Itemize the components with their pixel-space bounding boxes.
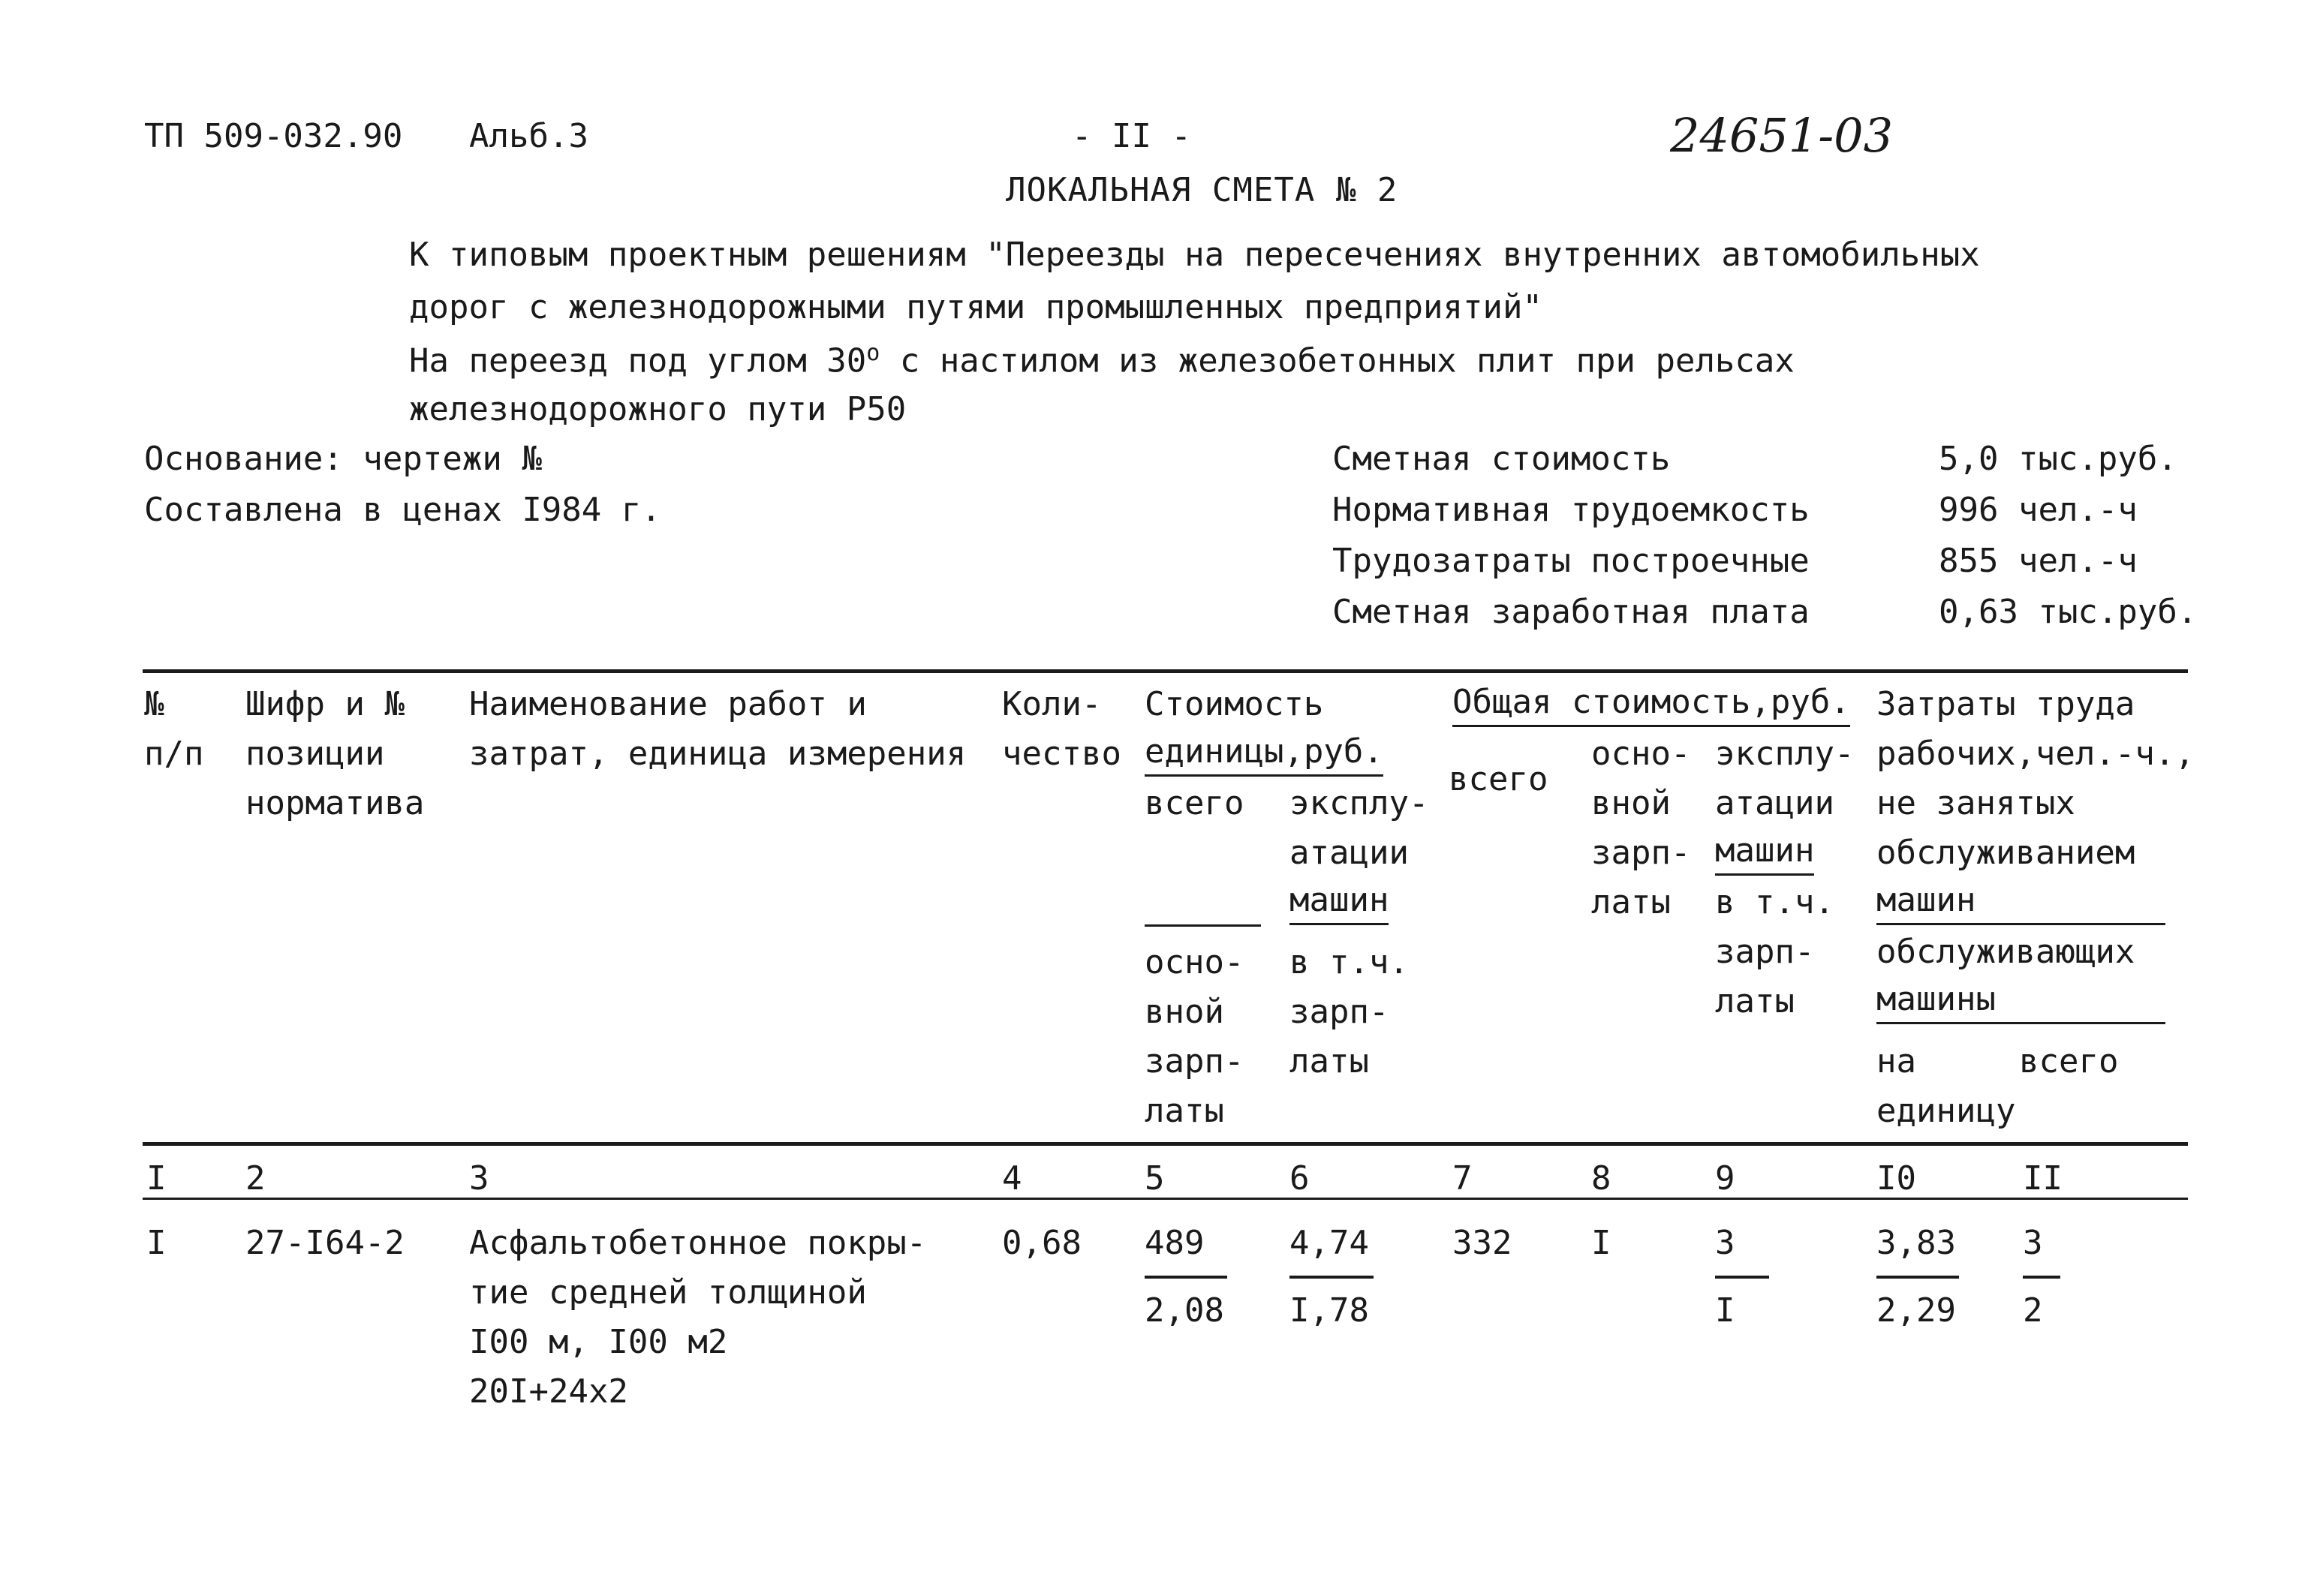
- summary-value: 0,63 тыс.руб.: [1939, 593, 2198, 631]
- header-labor: рабочих,чел.-ч.,: [1876, 735, 2195, 773]
- header-total-wage: латы: [1591, 883, 1671, 921]
- page-number: - II -: [1072, 117, 1191, 155]
- header-unit-machines: машин: [1289, 878, 1389, 925]
- row-total: 332: [1452, 1224, 1512, 1262]
- basis-label: Основание: чертежи №: [144, 440, 542, 478]
- description-line-3-end: с настилом из железобетонных плит при рельсах: [880, 341, 1795, 380]
- column-number: I0: [1876, 1159, 1916, 1198]
- description-line-2: дорог с железнодорожными путями промышленных предприятий": [409, 288, 1542, 326]
- header-total-cost: Общая стоимость,руб.: [1452, 680, 1850, 727]
- summary-value: 855 чел.-ч: [1939, 542, 2138, 580]
- header-number: №: [144, 685, 164, 723]
- header-labor: машин: [1876, 881, 1976, 919]
- row-unit-wage: 2,08: [1145, 1291, 1224, 1330]
- row-labor-total-serving: 2: [2023, 1291, 2043, 1330]
- summary-label: Сметная стоимость: [1332, 440, 1671, 478]
- header-unit-machines: атации: [1289, 834, 1409, 872]
- header-divider: [1876, 1022, 2165, 1024]
- row-labor-total: 3: [2023, 1224, 2043, 1262]
- fraction-bar: [1145, 1276, 1227, 1279]
- description-line-4: железнодорожного пути Р50: [409, 390, 907, 428]
- row-name: Асфальтобетонное покры-: [469, 1224, 927, 1262]
- column-number: 7: [1452, 1159, 1473, 1198]
- summary-label: Сметная заработная плата: [1332, 593, 1810, 631]
- summary-value: 5,0 тыс.руб.: [1939, 440, 2177, 478]
- header-divider: [1145, 924, 1261, 927]
- column-number: 8: [1591, 1159, 1611, 1198]
- row-unit-machine-wage: I,78: [1289, 1291, 1369, 1330]
- header-unit-wage: латы: [1145, 1092, 1224, 1130]
- fraction-bar: [1289, 1276, 1374, 1279]
- row-name: I00 м, I00 м2: [469, 1323, 728, 1361]
- row-name: тие средней толщиной: [469, 1273, 867, 1312]
- header-total: всего: [1449, 760, 1548, 798]
- row-quantity: 0,68: [1002, 1224, 1082, 1262]
- header-name: затрат, единица измерения: [469, 735, 967, 773]
- header-total-machines: латы: [1715, 982, 1795, 1020]
- table-top-rule: [143, 669, 2188, 673]
- fraction-bar: [1715, 1276, 1769, 1279]
- header-total-wage: вной: [1591, 784, 1671, 822]
- header-labor-unit: на: [1876, 1042, 1916, 1081]
- summary-value: 996 чел.-ч: [1939, 491, 2138, 529]
- column-number: 3: [469, 1159, 489, 1198]
- column-number: 6: [1289, 1159, 1310, 1198]
- header-code: Шифр и №: [245, 685, 405, 723]
- header-total-machines: в т.ч.: [1715, 883, 1834, 921]
- header-unit-total: всего: [1145, 784, 1244, 822]
- header-total-machines: машин: [1715, 828, 1814, 876]
- header-total-wage: зарп-: [1591, 834, 1691, 872]
- header-total-machines: зарп-: [1715, 933, 1815, 971]
- description-line-3-start: На переезд под углом 30: [409, 341, 867, 380]
- header-labor: не занятых: [1876, 784, 2075, 822]
- row-unit-total: 489: [1145, 1224, 1205, 1262]
- header-unit-machines: эксплу-: [1289, 784, 1429, 822]
- column-number: II: [2023, 1159, 2063, 1198]
- header-bottom-rule: [143, 1142, 2188, 1146]
- header-labor: обслуживанием: [1876, 834, 2135, 872]
- header-unit-wage: осно-: [1145, 943, 1244, 981]
- header-unit-machine-wage: в т.ч.: [1289, 943, 1409, 981]
- row-labor-unit-serving: 2,29: [1876, 1291, 1956, 1330]
- description-line-3: [409, 342, 1795, 378]
- description-line-1: К типовым проектным решениям "Переезды на пересечениях внутренних автомобильных: [409, 236, 1980, 274]
- header-unit-wage: вной: [1145, 993, 1224, 1031]
- row-labor-unit: 3,83: [1876, 1224, 1956, 1262]
- header-unit-machine-wage: латы: [1289, 1042, 1369, 1081]
- header-total-machines: эксплу-: [1715, 735, 1855, 773]
- album-number: Альб.3: [469, 117, 588, 155]
- column-number: 4: [1002, 1159, 1022, 1198]
- header-name: Наименование работ и: [469, 685, 867, 723]
- column-number: 5: [1145, 1159, 1165, 1198]
- header-total-wage: осно-: [1591, 735, 1691, 773]
- header-code: позиции: [245, 735, 385, 773]
- header-divider: [1876, 923, 2165, 925]
- header-unit-cost: единицы,руб.: [1145, 729, 1383, 777]
- column-number-rule: [143, 1198, 2188, 1200]
- header-labor: обслуживающих: [1876, 933, 2135, 971]
- header-quantity: Коли-: [1002, 685, 1102, 723]
- header-labor-unit: единицу: [1876, 1092, 2016, 1130]
- handwritten-number: 24651-03: [1670, 108, 1894, 163]
- page-title: ЛОКАЛЬНАЯ СМЕТА № 2: [1006, 171, 1398, 209]
- header-labor-total: всего: [2019, 1042, 2119, 1081]
- summary-label: Нормативная трудоемкость: [1332, 491, 1810, 529]
- summary-label: Трудозатраты построечные: [1332, 542, 1810, 580]
- header-quantity: чество: [1002, 735, 1121, 773]
- header-unit-machine-wage: зарп-: [1289, 993, 1389, 1031]
- document-code: ТП 509-032.90: [144, 117, 403, 155]
- fraction-bar: [1876, 1276, 1959, 1279]
- row-total-wage: I: [1591, 1224, 1611, 1262]
- header-number: п/п: [144, 735, 204, 773]
- column-number: 2: [245, 1159, 266, 1198]
- column-number: 9: [1715, 1159, 1735, 1198]
- degree-mark: о: [866, 340, 880, 366]
- row-total-machines: 3: [1715, 1224, 1735, 1262]
- fraction-bar: [2023, 1276, 2060, 1279]
- row-number: I: [146, 1224, 167, 1262]
- header-labor: машины: [1876, 980, 1996, 1018]
- row-code: 27-I64-2: [245, 1224, 405, 1262]
- prices-year: Составлена в ценах I984 г.: [144, 491, 661, 529]
- column-number: I: [146, 1159, 167, 1198]
- header-total-machines: атации: [1715, 784, 1834, 822]
- header-unit-cost: Стоимость: [1145, 685, 1324, 723]
- row-unit-machines: 4,74: [1289, 1224, 1369, 1262]
- row-name: 20I+24х2: [469, 1372, 628, 1411]
- header-code: норматива: [245, 784, 425, 822]
- header-unit-wage: зарп-: [1145, 1042, 1244, 1081]
- header-labor: Затраты труда: [1876, 685, 2135, 723]
- row-total-machine-wage: I: [1715, 1291, 1735, 1330]
